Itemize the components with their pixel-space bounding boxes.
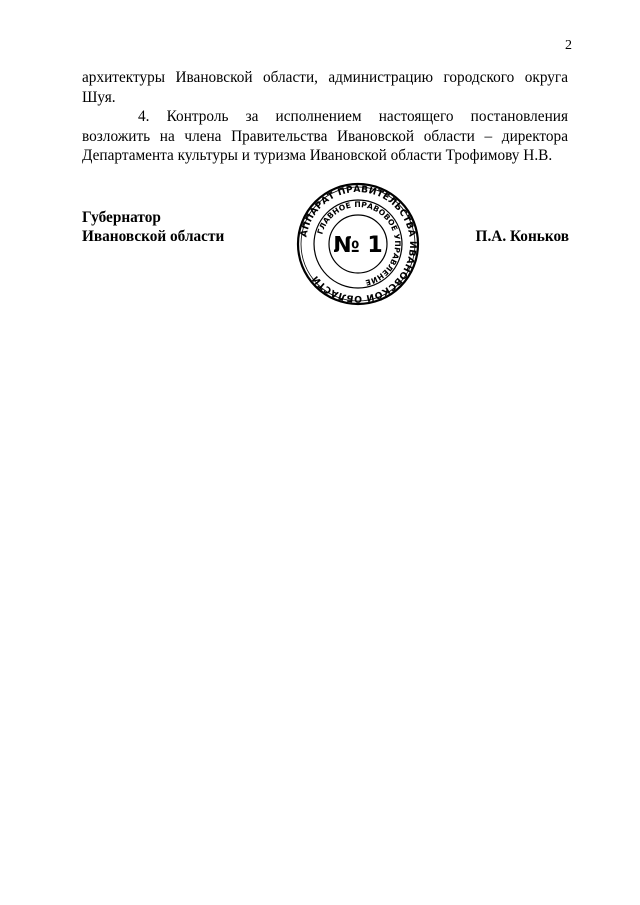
paragraph-continuation: архитектуры Ивановской области, администрацию городского округа Шуя. [82,69,568,106]
signature-title-line1: Губернатор [82,209,161,226]
paragraph-item-4: 4. Контроль за исполнением настоящего постановления возложить на члена Правительства Ивановской области – директора Департамента культуры и туризма Ивановской области Трофимову Н.В. [82,108,568,164]
signature-name: П.А. Коньков [475,228,569,245]
seal-outer-text: АППАРАТ ПРАВИТЕЛЬСТВА ИВАНОВСКОЙ ОБЛАСТИ [298,183,419,305]
document-body [82,68,568,166]
official-seal-stamp [296,182,420,306]
signature-title [82,208,224,246]
seal-inner-text: ГЛАВНОЕ ПРАВОВОЕ УПРАВЛЕНИЕ [315,199,403,288]
seal-center-number: № 1 [333,233,383,258]
page-number: 2 [565,38,572,53]
signature-title-line2: Ивановской области [82,228,225,245]
